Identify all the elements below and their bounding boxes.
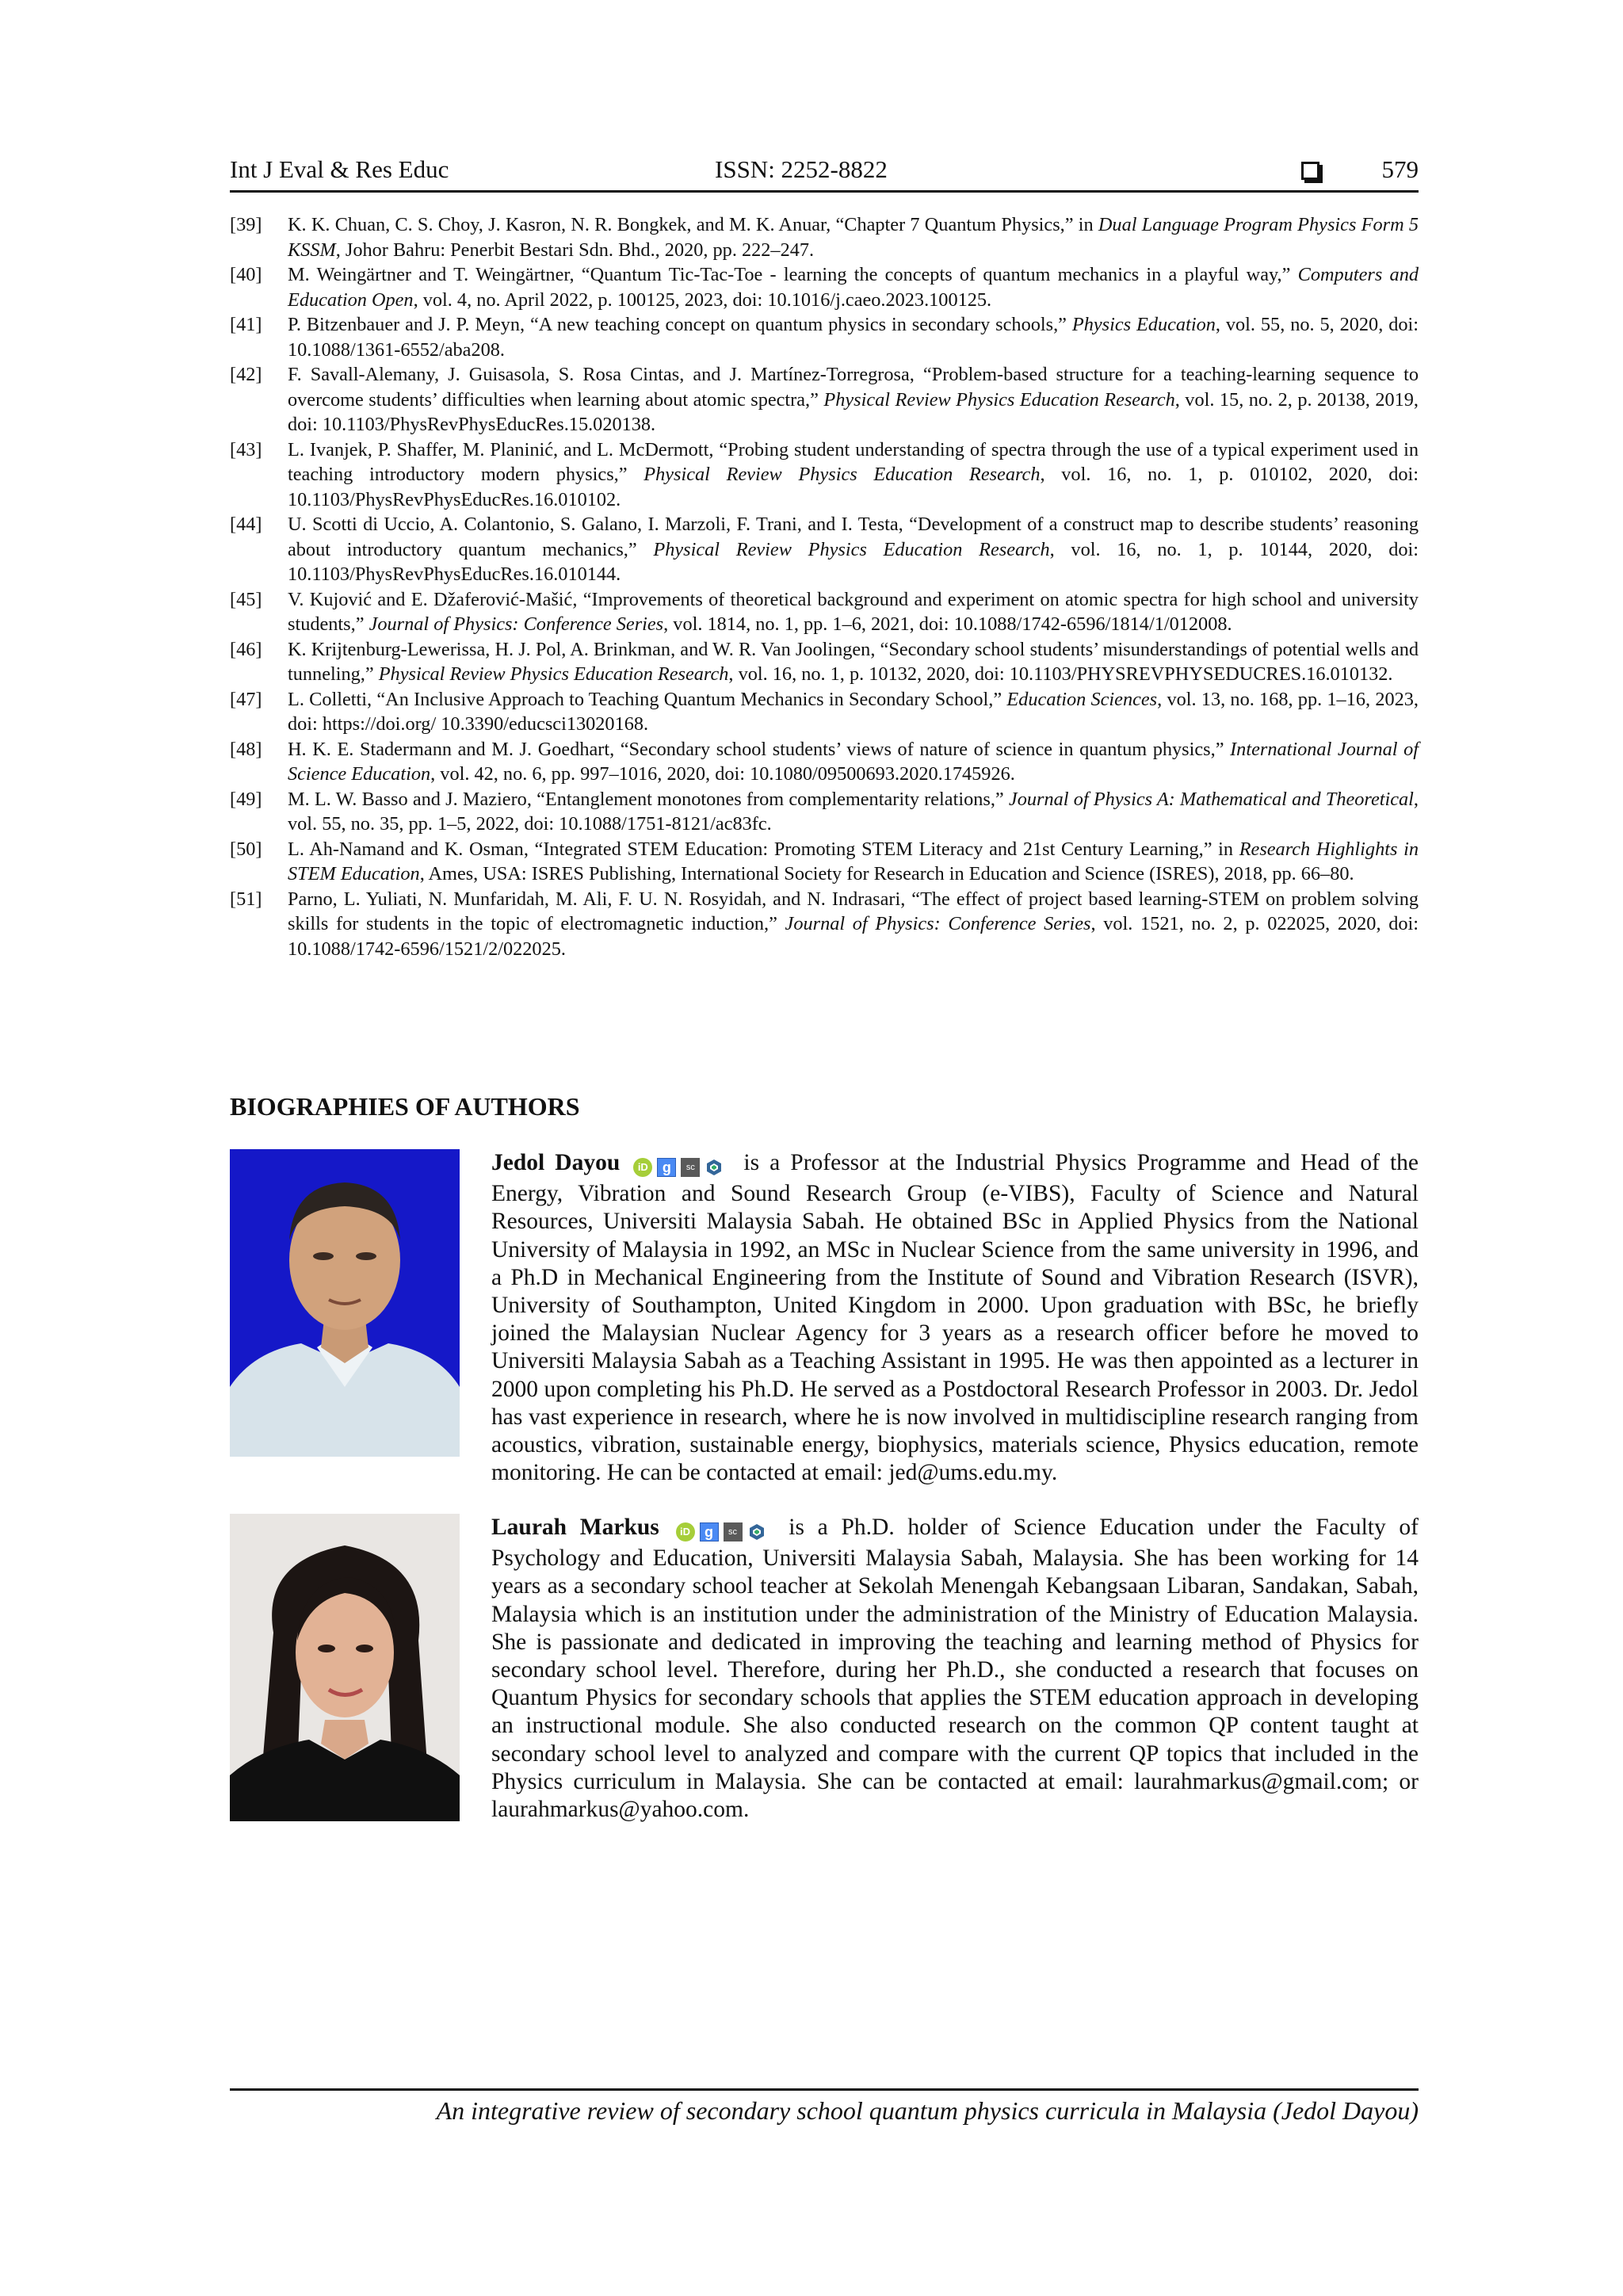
- reference-number: [47]: [230, 688, 262, 710]
- scopus-icon[interactable]: sc: [724, 1522, 743, 1541]
- reference-text: V. Kujović and E. Džaferović-Mašić, “Improvements of theoretical background and experiment on atomic spectra for high school and university students,”: [288, 588, 1419, 635]
- journal-abbrev: Int J Eval & Res Educ: [230, 155, 449, 183]
- reference-item: [230, 362, 1419, 437]
- reference-details: , vol. 55, no. 5, 2020, doi: 10.1088/1361-6552/aba208.: [288, 314, 1419, 361]
- reference-details: , vol. 4, no. April 2022, p. 100125, 2023, doi: 10.1016/j.caeo.2023.100125.: [413, 288, 992, 311]
- reference-item: [230, 837, 1419, 887]
- reference-text: M. Weingärtner and T. Weingärtner, “Quantum Tic-Tac-Toe - learning the concepts of quantum mechanics in a playful way,”: [288, 264, 1298, 285]
- author-photo: [230, 1149, 460, 1457]
- page-number: 579: [1381, 155, 1419, 183]
- author-bio-text: [491, 1514, 1419, 1824]
- reference-item: [230, 512, 1419, 587]
- reference-number: [51]: [230, 888, 262, 910]
- google-scholar-icon[interactable]: g: [700, 1522, 719, 1541]
- reference-number: [50]: [230, 838, 262, 860]
- reference-number: [40]: [230, 264, 262, 285]
- reference-details: , vol. 16, no. 1, p. 10144, 2020, doi: 10.1103/PhysRevPhysEducRes.16.010144.: [288, 538, 1419, 585]
- reference-number: [48]: [230, 738, 262, 760]
- reference-text: K. Krijtenburg-Lewerissa, H. J. Pol, A. Brinkman, and W. R. Van Joolingen, “Secondary school students’ misunderstandings of potential wells and tunneling,”: [288, 638, 1419, 685]
- reference-details: , vol. 15, no. 2, p. 20138, 2019, doi: 10.1103/PhysRevPhysEducRes.15.020138.: [288, 388, 1419, 435]
- reference-venue: Physics Education: [1071, 314, 1216, 335]
- reference-item: [230, 637, 1419, 687]
- reference-venue: Physical Review Physics Education Research: [643, 464, 1041, 485]
- reference-number: [39]: [230, 214, 262, 235]
- reference-venue: Dual Language Program Physics Form 5 KSSM: [288, 214, 1419, 261]
- footer-rule: [230, 2088, 1419, 2091]
- reference-venue: Physical Review Physics Education Research: [653, 538, 1050, 560]
- reference-item: [230, 687, 1419, 737]
- reference-details: , Ames, USA: ISRES Publishing, International Society for Research in Education and Science (ISRES), 2018, pp. 66–80.: [419, 863, 1354, 884]
- reference-venue: Research Highlights in STEM Education: [288, 838, 1419, 884]
- google-scholar-icon[interactable]: g: [657, 1158, 676, 1177]
- reference-venue: Education Sciences: [1006, 688, 1158, 710]
- reference-venue: Journal of Physics: Conference Series: [369, 613, 664, 635]
- publons-icon[interactable]: [705, 1158, 724, 1177]
- reference-number: [49]: [230, 788, 262, 810]
- reference-number: [43]: [230, 438, 262, 460]
- reference-text: P. Bitzenbauer and J. P. Meyn, “A new teaching concept on quantum physics in secondary schools,”: [288, 314, 1072, 335]
- biographies-heading: BIOGRAPHIES OF AUTHORS: [230, 1092, 580, 1121]
- reference-details: , Johor Bahru: Penerbit Bestari Sdn. Bhd., 2020, pp. 222–247.: [335, 239, 815, 261]
- reference-text: Parno, L. Yuliati, N. Munfaridah, M. Ali, F. U. N. Rosyidah, and N. Indrasari, “The effect of project based learning-STEM on problem solving skills for students in the topic of electromagnetic induction,”: [288, 888, 1419, 934]
- reference-details: , vol. 42, no. 6, pp. 997–1016, 2020, doi: 10.1080/09500693.2020.1745926.: [430, 763, 1015, 785]
- reference-text: U. Scotti di Uccio, A. Colantonio, S. Galano, I. Marzoli, F. Trani, and I. Testa, “Development of a construct map to describe students’ reasoning about introductory quantum mechanics,”: [288, 514, 1419, 560]
- reference-details: , vol. 1814, no. 1, pp. 1–6, 2021, doi: 10.1088/1742-6596/1814/1/012008.: [663, 613, 1232, 635]
- reference-number: [42]: [230, 364, 262, 385]
- reference-text: M. L. W. Basso and J. Maziero, “Entanglement monotones from complementarity relations,”: [288, 788, 1009, 810]
- square-bullet-icon: [1301, 162, 1319, 180]
- publons-icon[interactable]: [747, 1522, 766, 1541]
- reference-venue: Journal of Physics A: Mathematical and Theoretical: [1008, 788, 1414, 810]
- reference-item: [230, 737, 1419, 787]
- author-bio: [230, 1149, 1419, 1486]
- reference-venue: Computers and Education Open: [288, 264, 1419, 311]
- reference-venue: International Journal of Science Education: [288, 738, 1419, 785]
- reference-venue: Physical Review Physics Education Research: [378, 663, 729, 685]
- running-footer: An integrative review of secondary school quantum physics curricula in Malaysia (Jedol Dayou): [436, 2096, 1419, 2125]
- reference-text: K. K. Chuan, C. S. Choy, J. Kasron, N. R. Bongkek, and M. K. Anuar, “Chapter 7 Quantum Physics,” in: [288, 214, 1098, 235]
- scopus-icon[interactable]: sc: [681, 1158, 700, 1177]
- reference-number: [41]: [230, 314, 262, 335]
- issn: ISSN: 2252-8822: [715, 155, 888, 183]
- author-bio: [230, 1514, 1419, 1821]
- reference-item: [230, 587, 1419, 637]
- author-bio-body: is a Professor at the Industrial Physics Programme and Head of the Energy, Vibration and Sound Research Group (e-VIBS), Faculty of Science and Natural Resources, Universiti Malaysia Sabah. He obtained BSc in Applied Physics from the National University of Malaysia in 1992, an MSc in Nuclear Science from the same university in 1996, and a Ph.D in Mechanical Engineering from the Institute of Sound and Vibration Research (ISVR), University of Southampton, United Kingdom in 2000. Upon graduation with BSc, he briefly joined the Malaysian Nuclear Agency for 3 years as a research officer before he moved to Universiti Malaysia Sabah as a Teaching Assistant in 1995. He was then appointed as a lecturer in 2000 upon completing his Ph.D. He served as a Postdoctoral Research Professor in 2003. Dr. Jedol has vast experience in research, where he is now involved in multidiscipline research ranging from acoustics, vibration, sustainable energy, biophysics, materials science, Physics education, remote monitoring. He can be contacted at email: jed@ums.edu.my.: [491, 1150, 1419, 1486]
- reference-details: , vol. 16, no. 1, p. 10132, 2020, doi: 10.1103/PHYSREVPHYSEDUCRES.16.010132.: [728, 663, 1393, 685]
- reference-details: , vol. 16, no. 1, p. 010102, 2020, doi: 10.1103/PhysRevPhysEducRes.16.010102.: [288, 464, 1419, 510]
- reference-details: , vol. 55, no. 35, pp. 1–5, 2022, doi: 10.1088/1751-8121/ac83fc.: [288, 788, 1419, 835]
- reference-details: , vol. 13, no. 168, pp. 1–16, 2023, doi: https://doi.org/ 10.3390/educsci13020168.: [288, 688, 1419, 735]
- reference-item: [230, 212, 1419, 262]
- orcid-icon[interactable]: iD: [676, 1522, 695, 1541]
- author-name: Laurah Markus: [491, 1515, 659, 1540]
- reference-text: L. Colletti, “An Inclusive Approach to Teaching Quantum Mechanics in Secondary School,”: [288, 688, 1007, 710]
- author-bio-body: is a Ph.D. holder of Science Education under the Faculty of Psychology and Education, Universiti Malaysia Sabah, Malaysia. She has been working for 14 years as a secondary school teacher at Sekolah Menengah Kebangsaan Libaran, Sandakan, Sabah, Malaysia which is an institution under the administration of the Ministry of Education Malaysia. She is passionate and dedicated in improving the teaching and learning method of Physics for secondary school level. Therefore, during her Ph.D., she conducted a research that focuses on Quantum Physics for secondary schools that applies the STEM education approach in developing an instructional module. She also conducted research on the common QP content taught at secondary school level to analyzed and compare with the current QP topics that included in the Physics curriculum in Malaysia. She can be contacted at email: laurahmarkus@gmail.com; or laurahmarkus@yahoo.com.: [491, 1515, 1419, 1823]
- reference-venue: Journal of Physics: Conference Series: [785, 913, 1091, 934]
- reference-number: [45]: [230, 588, 262, 610]
- reference-number: [46]: [230, 638, 262, 660]
- reference-text: H. K. E. Stadermann and M. J. Goedhart, “Secondary school students’ views of nature of science in quantum physics,”: [288, 738, 1231, 760]
- author-name: Jedol Dayou: [491, 1150, 621, 1175]
- reference-number: [44]: [230, 514, 262, 535]
- orcid-icon[interactable]: iD: [633, 1158, 652, 1177]
- reference-item: [230, 787, 1419, 837]
- author-bio-text: [491, 1149, 1419, 1487]
- reference-details: , vol. 1521, no. 2, p. 022025, 2020, doi: 10.1088/1742-6596/1521/2/022025.: [288, 913, 1419, 960]
- reference-item: [230, 887, 1419, 962]
- running-header: [230, 155, 1419, 193]
- author-photo: [230, 1514, 460, 1821]
- author-profile-icons: [676, 1517, 771, 1545]
- reference-item: [230, 312, 1419, 362]
- reference-item: [230, 262, 1419, 312]
- reference-text: L. Ivanjek, P. Shaffer, M. Planinić, and L. McDermott, “Probing student understanding of spectra through the use of a typical experiment used in teaching introductory modern physics,”: [288, 438, 1419, 485]
- reference-text: L. Ah-Namand and K. Osman, “Integrated STEM Education: Promoting STEM Literacy and 21st Century Learning,” in: [288, 838, 1239, 860]
- reference-text: F. Savall-Alemany, J. Guisasola, S. Rosa Cintas, and J. Martínez-Torregrosa, “Problem-based structure for a teaching-learning sequence to overcome students’ difficulties when learning about atomic spectra,”: [288, 364, 1419, 411]
- reference-item: [230, 437, 1419, 513]
- reference-venue: Physical Review Physics Education Research: [823, 388, 1175, 411]
- reference-list: [230, 212, 1419, 961]
- author-profile-icons: [633, 1152, 728, 1180]
